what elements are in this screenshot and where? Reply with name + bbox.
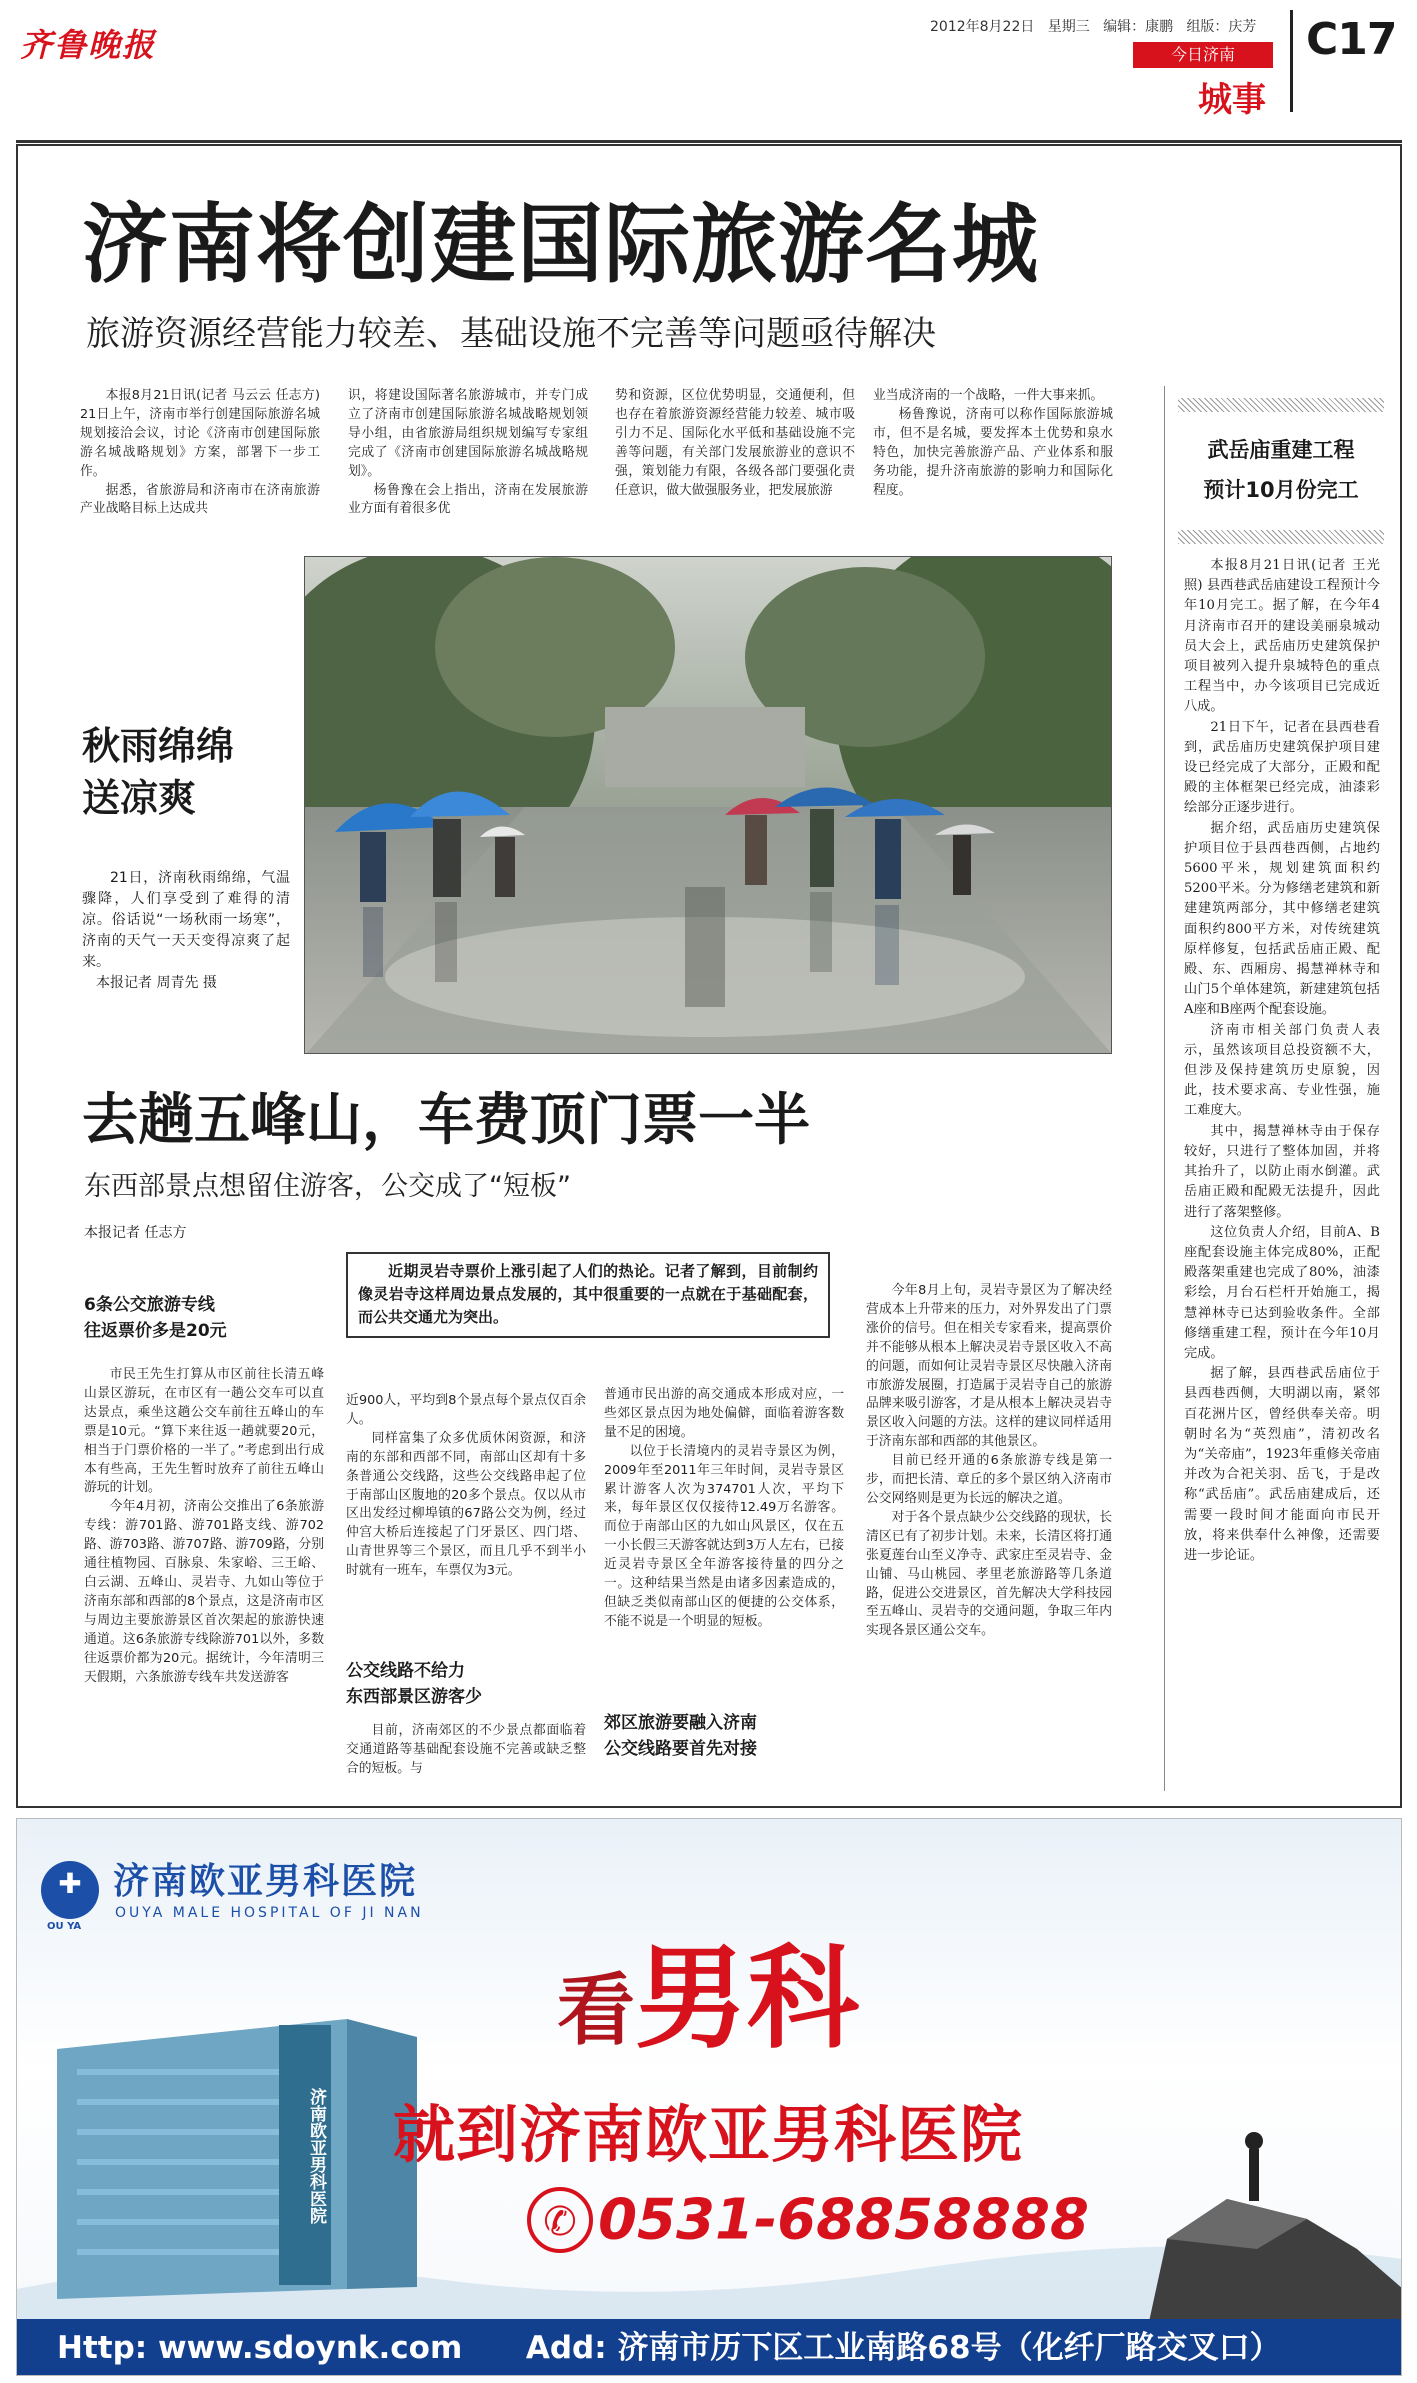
lead-box-text: 近期灵岩寺票价上涨引起了人们的热论。记者了解到，目前制约像灵岩寺这样周边景点发展的，其中很重要的一点就在于基础配套，而公共交通尤为突出。 <box>358 1262 818 1326</box>
second-col-2-p2: 同样富集了众多优质休闲资源，和济南的东部和西部不同，南部山区却有十多条普通公交线路，这些公交线路串起了位于南部山区腹地的20多个景点。仅以从市区出发经过柳埠镇的67路公交为例，经过仲宫大桥后连接起了门牙景区、四门塔、山青世界等三个景区，而且几乎不到半小时就有一班车，车票仅为3元。 <box>346 1430 586 1579</box>
lead-col-4-p2: 杨鲁豫说，济南可以称作国际旅游城市，但不是名城，要发挥本土优势和泉水特色，加快完善旅游产品、产业体系和服务功能，提升济南旅游的影响力和国际化程度。 <box>873 406 1113 498</box>
ad-banner[interactable] <box>16 1818 1402 2376</box>
photo-feature-title-line2: 送凉爽 <box>82 776 197 820</box>
second-col-1-p1: 市民王先生打算从市区前往长清五峰山景区游玩，在市区有一趟公交车可以直达景点，乘坐这趟公交车前往五峰山的车票是10元。“算下来往返一趟就要20元，相当于门票价格的一半了。”考虑到出行成本有些高，王先生暂时放弃了前往五峰山游玩的计划。 <box>84 1367 324 1496</box>
ad-slogan-line2: 就到济南欧亚男科医院 <box>393 2098 1024 2171</box>
sidebar-headline-line2: 预计10月份完工 <box>1203 478 1359 502</box>
ad-slogan-big: 男科 <box>635 1933 860 2064</box>
ad-logo-text: OU YA <box>47 1921 82 1932</box>
sidebar-p1: 本报8月21日讯(记者 王光照) 县西巷武岳庙建设工程预计今年10月完工。据了解，在今年4月济南市召开的建设美丽泉城动员大会上，武岳庙历史建筑保护项目被列入提升泉城特色的重点工程当中，办今该项目已完成近八成。 <box>1184 558 1380 715</box>
second-byline: 本报记者 任志方 <box>84 1225 187 1241</box>
sidebar-p3: 据介绍，武岳庙历史建筑保护项目位于县西巷西侧，占地约5600平米，规划建筑面积约5200平米。分为修缮老建筑和新建建筑两部分，其中修缮老建筑面积约800平方米，对传统建筑原样修复，包括武岳庙正殿、配殿、东、西厢房、揭慧禅林寺和山门5个单体建筑，新建建筑包括A座和B座两个配套设施。 <box>1184 820 1380 1018</box>
lead-col-2 <box>348 387 588 519</box>
ad-slogan-pre: 看 <box>557 1965 636 2056</box>
section-tag <box>1133 42 1273 68</box>
sidebar-p5: 其中，揭慧禅林寺由于保存较好，只进行了整体加固，并将其抬升了，以防止雨水倒灌。武岳庙正殿和配殿无法提升，因此进行了落架整修。 <box>1184 1123 1380 1220</box>
ad-phone-number: 0531-68858888 <box>598 2187 1089 2253</box>
ad-building-sign <box>283 2031 327 2281</box>
paper-name: 齐鲁晚报 <box>20 26 157 64</box>
lead-col-4-p1: 业当成济南的一个战略，一件大事来抓。 <box>873 388 1104 403</box>
sidebar-headline <box>1178 430 1384 510</box>
second-col-3-p1: 普通市民出游的高交通成本形成对应，一些郊区景点因为地处偏僻，面临着游客数量不足的困境。 <box>604 1387 844 1440</box>
lead-box <box>346 1252 830 1338</box>
lead-col-3-p1: 势和资源，区位优势明显，交通便利，但也存在着旅游资源经营能力较差、城市吸引力不足、国际化水平低和基础设施不完善等问题，有关部门发展旅游业的意识不强，策划能力有限，各级各部门要强化责任意识，做大做强服务业，把发展旅游 <box>615 388 855 498</box>
sub1-line2: 往返票价多是20元 <box>84 1321 227 1341</box>
sub3-line1: 郊区旅游要融入济南 <box>604 1713 757 1733</box>
photo-credit: 本报记者 周青先 摄 <box>96 975 217 991</box>
section-name: 城事 <box>1198 80 1266 120</box>
sidebar-hatch-bottom <box>1178 530 1384 544</box>
lead-col-1-p1: 本报8月21日讯(记者 马云云 任志方) 21日上午，济南市举行创建国际旅游名城规划接洽会议，讨论《济南市创建国际旅游名城战略规划》方案，部署下一步工作。 <box>80 388 320 479</box>
ad-url-label: Http: <box>57 2330 148 2366</box>
sidebar-hatch-top <box>1178 398 1384 412</box>
photo-feature-title <box>82 720 234 824</box>
page-number: C17 <box>1306 14 1397 65</box>
second-col-2b <box>346 1722 586 1779</box>
sub3 <box>604 1710 757 1762</box>
second-headline: 去趟五峰山，车费顶门票一半 <box>82 1088 810 1153</box>
lead-col-1-p2: 据悉，省旅游局和济南市在济南旅游产业战略目标上达成共 <box>80 482 320 517</box>
second-col-3-p2: 以位于长清境内的灵岩寺景区为例，2009年至2011年三年时间，灵岩寺景区累计游客人次为374701人次，平均下来，每年景区仅仅接待12.49万名游客。而位于南部山区的九如山风景区，仅在五一小长假三天游客就达到3万人左右，已接近灵岩寺景区全年游客接待量的四分之一。这种结果当然是由诸多因素造成的，但缺乏类似南部山区的便捷的公交体系，不能不说是一个明显的短板。 <box>604 1443 844 1629</box>
second-col-1-p2: 今年4月初，济南公交推出了6条旅游专线：游701路、游701路支线、游702路、游703路、游707路、游709路，分别通往植物园、百脉泉、朱家峪、三王峪、白云湖、五峰山、灵岩寺、九如山等位于济南东部和西部的8个景点，这是济南市区与周边主要旅游景区首次架起的旅游快速通道。这6条旅游专线除游701以外，多数往返票价都为20元。据统计，今年清明三天假期，六条旅游专线车共发送游客 <box>84 1499 324 1685</box>
sub1 <box>84 1292 227 1344</box>
editor-credit: 编辑：康鹏 <box>1103 19 1174 35</box>
ad-slogan <box>557 1909 859 2070</box>
ad-url[interactable]: www.sdoynk.com <box>157 2330 463 2366</box>
ad-hospital-name: 济南欧亚男科医院 <box>113 1860 418 1902</box>
photo-feature-title-line1: 秋雨绵绵 <box>82 724 235 768</box>
sub1-line1: 6条公交旅游专线 <box>84 1295 215 1315</box>
lead-col-1 <box>80 387 320 519</box>
sidebar-p7: 据了解，县西巷武岳庙位于县西巷西侧，大明湖以南，紧邻百花洲片区，曾经供奉关帝。明朝时名为“英烈庙”，清初改名为“关帝庙”，1923年重修关帝庙并改为合祀关羽、岳飞，于是改称“武岳庙”。武岳庙建成后，还需要一段时间才能面向市民开放，将来供奉什么神像，还需要进一步论证。 <box>1184 1366 1380 1563</box>
section-tag-text: 今日济南 <box>1170 45 1235 64</box>
lead-col-2-p2: 杨鲁豫在会上指出，济南在发展旅游业方面有着很多优 <box>348 482 588 517</box>
second-col-4-p2: 目前已经开通的6条旅游专线是第一步，而把长清、章丘的多个景区纳入济南市公交网络则是更为长远的解决之道。 <box>866 1453 1112 1506</box>
sub3-line2: 公交线路要首先对接 <box>604 1739 757 1759</box>
photo-caption <box>82 868 290 994</box>
ad-building-sign-text: 济南欧亚男科医院 <box>306 2088 326 2224</box>
sidebar-p2: 21日下午，记者在县西巷看到，武岳庙历史建筑保护项目建设已经完成了大部分，正殿和配殿的主体框架已经完成，油漆彩绘部分正逐步进行。 <box>1184 719 1380 816</box>
rain-photo <box>304 556 1112 1054</box>
sub2-line1: 公交线路不给力 <box>346 1661 465 1681</box>
cross-icon: ✚ <box>58 1867 82 1900</box>
sidebar-p6: 这位负责人介绍，目前A、B座配套设施主体完成80%，正配殿落架重建也完成了80%，油漆彩绘，月台石栏杆开始施工，揭慧禅林寺已达到验收条件。全部修缮重建工程，预计在今年10月完成。 <box>1184 1224 1380 1361</box>
issue-date: 2012年8月22日 <box>930 19 1035 35</box>
ad-address-label: Add: <box>525 2330 607 2366</box>
sidebar-body <box>1184 556 1380 1566</box>
lead-headline: 济南将创建国际旅游名城 <box>82 195 1039 295</box>
second-col-3 <box>604 1386 844 1632</box>
layout-credit: 组版：庆芳 <box>1186 19 1257 35</box>
frame-top-rule <box>16 140 1402 143</box>
phone-icon: ✆ <box>527 2187 593 2253</box>
second-col-2-p1: 近900人，平均到8个景点每个景点仅百余人。 <box>346 1393 586 1427</box>
sidebar-divider <box>1164 386 1165 1791</box>
issue-info <box>930 16 1256 36</box>
photo-caption-text: 21日，济南秋雨绵绵，气温骤降，人们享受到了难得的清凉。俗话说“一场秋雨一场寒”，济南的天气一天天变得凉爽了起来。 <box>82 870 290 970</box>
second-col-4-p3: 对于各个景点缺少公交线路的现状，长清区已有了初步计划。未来，长清区将打通张夏莲台山至义净寺、武家庄至灵岩寺、金山铺、马山桃园、孝里老旅游路等几条道路，促进公交进景区，首先解决大学科技园至五峰山、灵岩寺的交通问题，争取三年内实现各景区通公交车。 <box>866 1509 1112 1639</box>
ad-info-bar <box>17 2319 1402 2376</box>
lead-col-4 <box>873 387 1113 500</box>
sub2-line2: 东西部景区游客少 <box>346 1687 482 1707</box>
ad-logo <box>41 1861 99 1919</box>
second-col-2 <box>346 1392 586 1581</box>
rain-photo-image <box>305 557 1112 1054</box>
lead-subhead: 旅游资源经营能力较差、基础设施不完善等问题亟待解决 <box>86 314 936 354</box>
ad-address: 济南市历下区工业南路68号（化纤厂路交叉口） <box>617 2330 1281 2366</box>
ad-phone <box>527 2187 1089 2253</box>
second-subhead: 东西部景点想留住游客，公交成了“短板” <box>84 1171 571 1202</box>
second-col-4-p1: 今年8月上旬，灵岩寺景区为了解决经营成本上升带来的压力，对外界发出了门票涨价的信号。但在相关专家看来，提高票价并不能够从根本上解决灵岩寺景区收入不高的问题，而如何让灵岩寺景区尽快融入济南市旅游发展圈，打造属于灵岩寺自己的旅游品牌来吸引游客，才是从根本上解决灵岩寺景区收入问题的方法。这样的建议同样适用于济南东部和西部的其他景区。 <box>866 1283 1112 1450</box>
second-col-4 <box>866 1282 1112 1641</box>
second-col-1 <box>84 1366 324 1687</box>
second-col-2b-p1: 目前，济南郊区的不少景点都面临着交通道路等基础配套设施不完善或缺乏整合的短板。与 <box>346 1723 586 1776</box>
masthead-divider <box>1290 10 1293 112</box>
sidebar-headline-line1: 武岳庙重建工程 <box>1207 438 1355 462</box>
lead-col-3 <box>615 387 855 500</box>
sidebar-p4: 济南市相关部门负责人表示，虽然该项目总投资额不大，但涉及保持建筑历史原貌，因此，技术要求高、专业性强，施工难度大。 <box>1184 1022 1380 1119</box>
sub2 <box>346 1658 482 1710</box>
lead-col-2-p1: 识，将建设国际著名旅游城市，并专门成立了济南市创建国际旅游名城战略规划领导小组，由省旅游局组织规划编写专家组完成了《济南市创建国际旅游名城战略规划》。 <box>348 388 588 479</box>
issue-weekday: 星期三 <box>1047 19 1090 35</box>
ad-hospital-en: OUYA MALE HOSPITAL OF JI NAN <box>115 1905 424 1921</box>
